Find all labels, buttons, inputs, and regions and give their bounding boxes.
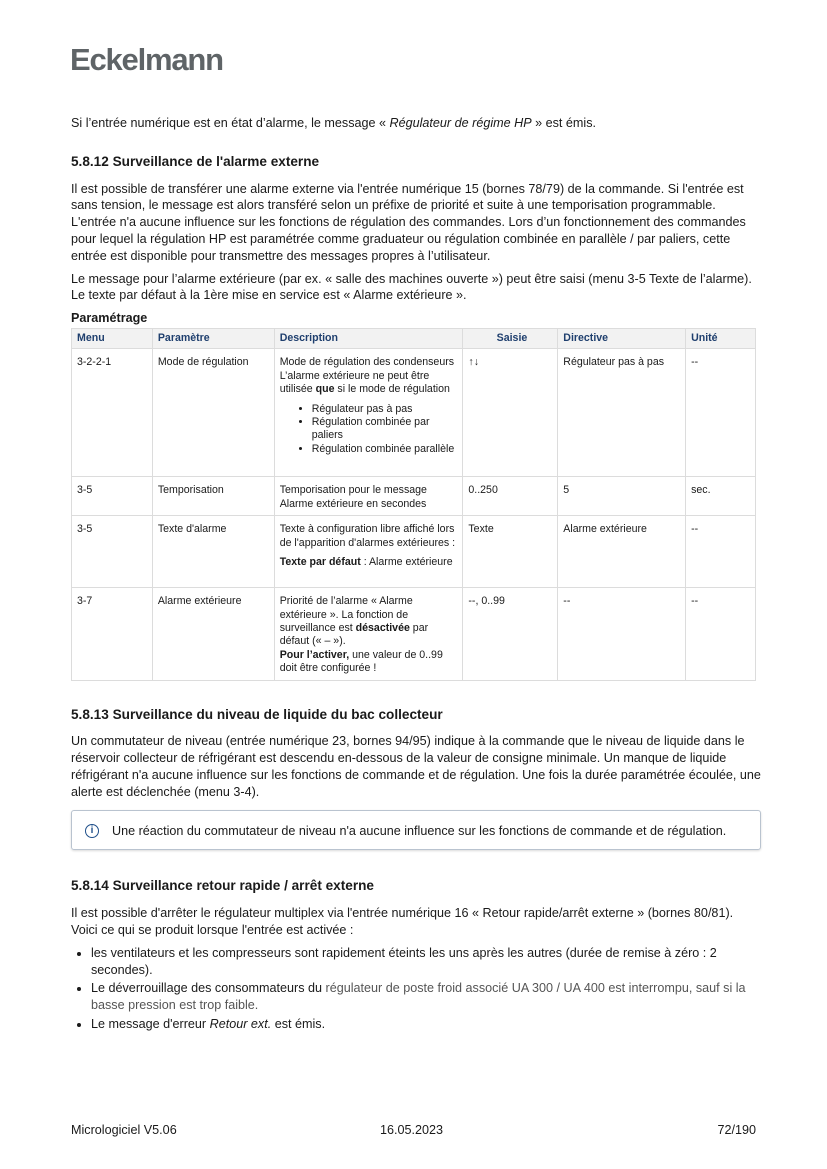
text: est émis.	[271, 1016, 326, 1031]
info-note	[71, 810, 761, 851]
info-icon: i	[85, 824, 99, 838]
list-item: • Régulation combinée parallèle	[312, 443, 458, 456]
section-title-5-8-12: 5.8.12 Surveillance de l'alarme externe	[71, 153, 320, 169]
cell	[274, 516, 463, 588]
text-emphasis: Retour ext.	[209, 1016, 272, 1031]
cell: Alarme extérieure	[152, 588, 274, 680]
note-text: Une réaction du commutateur de niveau n'a aucune influence sur les fonctions de commande et de régulation.	[112, 823, 727, 838]
cell: ↑↓	[463, 349, 558, 477]
bullet-list	[91, 945, 761, 1033]
cell: --	[558, 588, 686, 680]
col-header: Menu	[72, 328, 153, 348]
cell: 3-2-2-1	[72, 349, 153, 477]
section-title-5-8-13: 5.8.13 Surveillance du niveau de liquide du bac collecteur	[71, 706, 443, 722]
table-row	[72, 477, 756, 516]
cell: --	[686, 516, 756, 588]
cell: Alarme extérieure	[558, 516, 686, 588]
cell	[274, 349, 463, 477]
paragraph: Il est possible de transférer une alarme externe via l'entrée numérique 15 (bornes 78/79) de la commande. Si l'entrée est sans tension, le message est alors transféré selon un préfixe de priorité et suite à une temporisation programmable. L'entrée n'a aucune influence sur les fonctions de régulation des commandes. Lors d’un fonctionnement des commandes pour lequel la régulation HP est paramétrée comme graduateur ou régulation combinée en parallèle / par paliers, cette entrée est disponible pour transmettre des messages propres à l’utilisateur.	[71, 181, 746, 263]
cell: 3-5	[72, 477, 153, 516]
list-item	[91, 980, 761, 1014]
text: Le déverrouillage des consommateurs du	[91, 981, 326, 996]
param-title: Paramétrage	[71, 311, 148, 326]
list-item	[91, 1016, 761, 1033]
text: Mode de régulation des condenseurs L’alarme extérieure ne peut être utilisée	[279, 356, 455, 396]
text-emphasis: Régulateur de régime HP	[389, 116, 532, 130]
col-header: Saisie	[463, 328, 558, 348]
paragraph: Un commutateur de niveau (entrée numérique 23, bornes 94/95) indique à la commande que le niveau de liquide dans le réservoir collecteur de réfrigérant est descendu en-dessous de la valeur de consigne minimale. Un manque de liquide réfrigérant n'a aucune influence sur les fonctions de commande et de régulation. Une fois la durée paramétrée écoulée, une alerte est déclenchée (menu 3-4).	[71, 734, 761, 799]
text: régulateur de poste froid associé UA 300 / UA 400 est interrompu, sauf si la basse pression est trop faible.	[91, 981, 746, 1013]
cell: sec.	[686, 477, 756, 516]
cell: Temporisation pour le message Alarme extérieure en secondes	[274, 477, 463, 516]
footer-version: Micrologiciel V5.06	[71, 1123, 177, 1137]
col-header: Description	[274, 328, 463, 348]
list-item: • Régulateur pas à pas	[312, 403, 458, 416]
footer-date: 16.05.2023	[380, 1123, 444, 1137]
col-header: Paramètre	[152, 328, 274, 348]
text: » est émis.	[531, 116, 597, 130]
cell: Texte d'alarme	[152, 516, 274, 588]
text: Texte à configuration libre affiché lors de l'apparition d'alarmes extérieures :	[279, 523, 456, 549]
page-content	[71, 115, 761, 1035]
cell: 5	[558, 477, 686, 516]
table-header-row	[72, 328, 756, 348]
paragraph: Le message pour l’alarme extérieure (par ex. « salle des machines ouverte ») peut être saisi (menu 3-5 Texte de l’alarme). Le texte par défaut à la 1ère mise en service est « Alarme extérieure ».	[71, 271, 752, 303]
parameter-table	[71, 328, 756, 681]
cell: Temporisation	[152, 477, 274, 516]
text: : Alarme extérieure	[360, 556, 453, 568]
cell: Régulateur pas à pas	[558, 349, 686, 477]
list-item: • les ventilateurs et les compresseurs sont rapidement éteints les uns après les autres (durée de remise à zéro : 2 secondes).	[91, 945, 761, 979]
text-bold: Texte par défaut	[279, 556, 361, 568]
cell: 3-5	[72, 516, 153, 588]
text: une valeur de 0..99 doit être configurée !	[279, 648, 443, 675]
col-header: Directive	[558, 328, 686, 348]
default-text	[280, 556, 458, 569]
text-bold: que	[315, 383, 335, 396]
table-row	[72, 588, 756, 680]
text: si le mode de régulation	[334, 383, 450, 396]
cell	[274, 588, 463, 680]
footer-page-number: 72/190	[717, 1123, 756, 1137]
text: par défaut (« – »).	[279, 622, 429, 648]
text-bold: désactivée	[355, 622, 410, 634]
text: Priorité de l’alarme « Alarme extérieure ». La fonction de surveillance est	[279, 595, 413, 634]
section-title-5-8-14: 5.8.14 Surveillance retour rapide / arrêt externe	[71, 878, 374, 894]
text-bold: Pour l’activer,	[279, 648, 350, 661]
cell: --	[686, 588, 756, 680]
list-item: • Régulation combinée par paliers	[312, 416, 458, 443]
mode-list	[312, 403, 458, 457]
cell: --, 0..99	[463, 588, 558, 680]
cell: 0..250	[463, 477, 558, 516]
cell: --	[686, 349, 756, 477]
cell: Texte	[463, 516, 558, 588]
intro-paragraph	[71, 115, 761, 132]
eckelmann-logo: Eckelmann	[70, 42, 223, 77]
table-row	[72, 349, 756, 477]
col-header: Unité	[686, 328, 756, 348]
table-row	[72, 516, 756, 588]
paragraph: Il est possible d'arrêter le régulateur multiplex via l'entrée numérique 16 « Retour rapide/arrêt externe » (bornes 80/81). Voici ce qui se produit lorsque l'entrée est activée :	[71, 906, 734, 937]
text: Le message d'erreur	[91, 1016, 210, 1031]
cell: 3-7	[72, 588, 153, 680]
cell: Mode de régulation	[152, 349, 274, 477]
text: Si l’entrée numérique est en état d’alarme, le message «	[71, 116, 390, 130]
